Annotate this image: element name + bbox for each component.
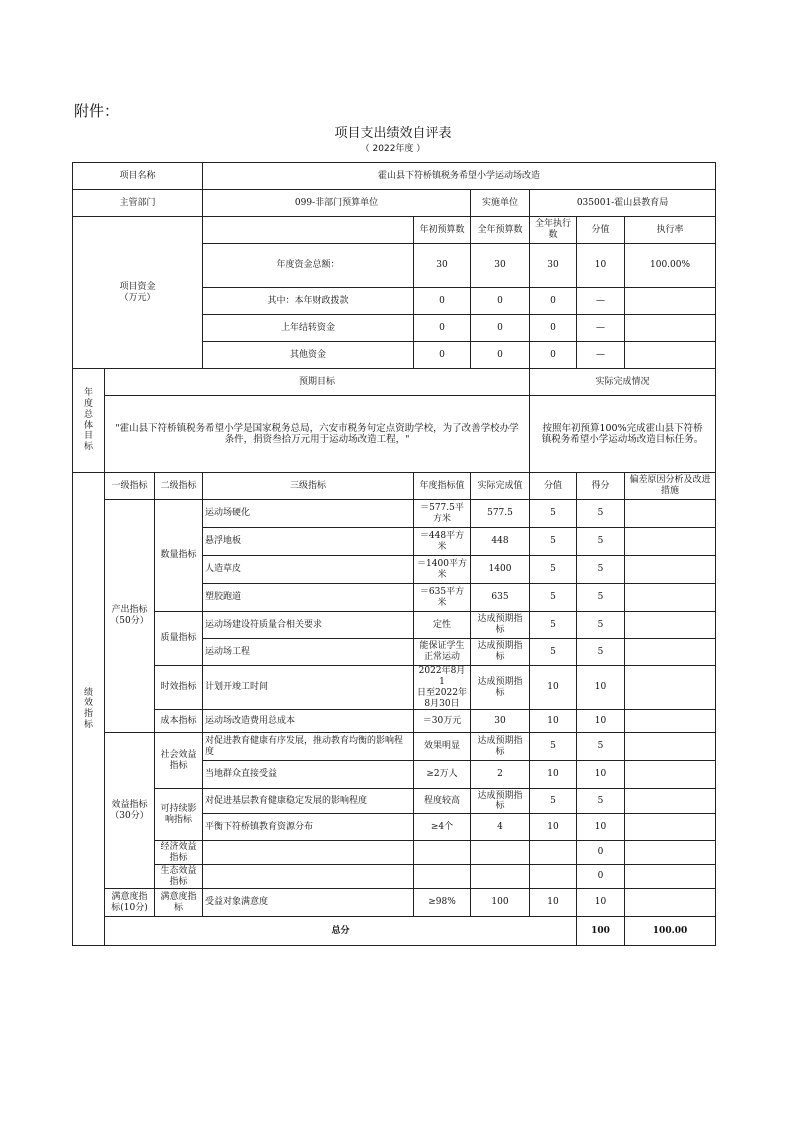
annual-target: ≥2万人: [414, 761, 471, 789]
perf-label: 绩 效 指 标: [73, 473, 105, 946]
score: 10: [577, 710, 625, 733]
l3-name: 对促进基层教育健康稳定发展的影响程度: [203, 789, 414, 814]
evaluation-table: [72, 162, 716, 946]
actual-value: 达成预期指 标: [471, 789, 530, 814]
l3-name: 运动场硬化: [203, 500, 414, 528]
actual-value: 2: [471, 761, 530, 789]
indicator-row: [73, 710, 716, 733]
score: 5: [577, 528, 625, 556]
weight: [530, 865, 577, 889]
l3-name: 人造草皮: [203, 556, 414, 584]
perf-header: 分值: [530, 473, 577, 500]
funds-row-name: 其他资金: [203, 342, 414, 369]
actual-value: 达成预期指 标: [471, 612, 530, 639]
score: 5: [577, 639, 625, 666]
l3-name: 受益对象满意度: [203, 889, 414, 917]
score: 5: [577, 584, 625, 612]
deviation-note: [625, 710, 716, 733]
weight: 10: [530, 666, 577, 710]
goals-label: 年 度 总 体 目 标: [73, 369, 105, 473]
perf-header: 年度指标值: [414, 473, 471, 500]
l3-name: 运动场工程: [203, 639, 414, 666]
score: 5: [577, 733, 625, 761]
funds-cell: [625, 342, 716, 369]
annual-target: ≥98%: [414, 889, 471, 917]
funds-cell: —: [577, 315, 625, 342]
funds-row-name: 年度资金总额：: [203, 244, 414, 288]
l1-output: 产出指标 （50分）: [105, 500, 155, 733]
funds-cell: 30: [414, 244, 471, 288]
weight: 10: [530, 710, 577, 733]
project-name-label: 项目名称: [73, 163, 203, 190]
funds-header: 全年执行数: [530, 217, 577, 244]
l2-quality: 质量指标: [155, 612, 203, 666]
perf-header: 得分: [577, 473, 625, 500]
expected-goal-label: 预期目标: [105, 369, 530, 396]
l2-quantity: 数量指标: [155, 500, 203, 612]
project-name-value: 霍山县下符桥镇税务希望小学运动场改造: [203, 163, 716, 190]
indicator-row: [73, 789, 716, 814]
actual-value: 448: [471, 528, 530, 556]
actual-value: [471, 865, 530, 889]
weight: 5: [530, 500, 577, 528]
indicator-row: [73, 733, 716, 761]
funds-cell: 0: [530, 288, 577, 315]
l2-economic: 经济效益 指标: [155, 841, 203, 865]
deviation-note: [625, 639, 716, 666]
weight: 5: [530, 612, 577, 639]
annual-target: 程度较高: [414, 789, 471, 814]
deviation-note: [625, 841, 716, 865]
funds-header: 年初预算数: [414, 217, 471, 244]
funds-cell: 0: [530, 315, 577, 342]
funds-cell: [625, 288, 716, 315]
funds-cell: 30: [471, 244, 530, 288]
funds-cell: [625, 315, 716, 342]
l2-social: 社会效益 指标: [155, 733, 203, 789]
score: 5: [577, 789, 625, 814]
annual-target: 效果明显: [414, 733, 471, 761]
funds-cell: 30: [530, 244, 577, 288]
funds-header-row: [73, 217, 716, 244]
perf-header: 二级指标: [155, 473, 203, 500]
total-row: [73, 917, 716, 946]
funds-cell: 0: [471, 315, 530, 342]
actual-value: 100: [471, 889, 530, 917]
actual-value: 达成预期指 标: [471, 733, 530, 761]
score: 5: [577, 556, 625, 584]
funds-header-empty: [203, 217, 414, 244]
actual-result-label: 实际完成情况: [530, 369, 716, 396]
goals-header-row: [73, 369, 716, 396]
annual-target: ＝30万元: [414, 710, 471, 733]
indicator-row: [73, 889, 716, 917]
indicator-row: [73, 865, 716, 889]
total-score: 100.00: [625, 917, 716, 946]
annual-target: ＝577.5平 方米: [414, 500, 471, 528]
annual-target: [414, 865, 471, 889]
funds-cell: 0: [414, 288, 471, 315]
perf-header: 实际完成值: [471, 473, 530, 500]
annual-target: 2022年8月1 日至2022年 8月30日: [414, 666, 471, 710]
deviation-note: [625, 814, 716, 841]
weight: 10: [530, 889, 577, 917]
l2-time: 时效指标: [155, 666, 203, 710]
indicator-row: [73, 612, 716, 639]
l3-name: 计划开竣工时间: [203, 666, 414, 710]
annual-target: 定性: [414, 612, 471, 639]
actual-value: 635: [471, 584, 530, 612]
perf-header: 一级指标: [105, 473, 155, 500]
impl-label: 实施单位: [471, 190, 530, 217]
evaluation-table-wrapper: [72, 162, 715, 939]
l2-satisfaction: 满意度指 标: [155, 889, 203, 917]
actual-result-text: 按照年初预算100%完成霍山县下符桥镇税务希望小学运动场改造目标任务。: [530, 396, 716, 473]
dept-label: 主管部门: [73, 190, 203, 217]
l3-name: [203, 841, 414, 865]
indicator-row: [73, 666, 716, 710]
score: 0: [577, 841, 625, 865]
l3-name: 平衡下符桥镇教育资源分布: [203, 814, 414, 841]
indicator-row: [73, 841, 716, 865]
indicator-row: [73, 500, 716, 528]
actual-value: 达成预期指 标: [471, 639, 530, 666]
deviation-note: [625, 865, 716, 889]
impl-value: 035001-霍山县教育局: [530, 190, 716, 217]
funds-cell: 100.00%: [625, 244, 716, 288]
l3-name: 对促进教育健康有序发展，推动教育均衡的影响程度: [203, 733, 414, 761]
dept-value: 099-非部门预算单位: [203, 190, 471, 217]
actual-value: 577.5: [471, 500, 530, 528]
form-year: （ 2022年度 ）: [360, 144, 426, 154]
funds-cell: 0: [414, 315, 471, 342]
score: 10: [577, 889, 625, 917]
total-weight: 100: [577, 917, 625, 946]
l3-name: 塑胶跑道: [203, 584, 414, 612]
l2-ecology: 生态效益 指标: [155, 865, 203, 889]
l3-name: 当地群众直接受益: [203, 761, 414, 789]
weight: [530, 841, 577, 865]
funds-cell: 10: [577, 244, 625, 288]
deviation-note: [625, 889, 716, 917]
annual-target: ＝635平方 米: [414, 584, 471, 612]
perf-header: 三级指标: [203, 473, 414, 500]
actual-value: 30: [471, 710, 530, 733]
weight: 5: [530, 584, 577, 612]
weight: 5: [530, 733, 577, 761]
department-row: [73, 190, 716, 217]
l3-name: 悬浮地板: [203, 528, 414, 556]
deviation-note: [625, 666, 716, 710]
annual-target: ＝448平方 米: [414, 528, 471, 556]
score: 10: [577, 666, 625, 710]
deviation-note: [625, 789, 716, 814]
l3-name: [203, 865, 414, 889]
weight: 5: [530, 528, 577, 556]
weight: 5: [530, 639, 577, 666]
l3-name: 运动场改造费用总成本: [203, 710, 414, 733]
funds-cell: 0: [471, 288, 530, 315]
score: 10: [577, 761, 625, 789]
goals-content-row: [73, 396, 716, 473]
funds-row-name: 上年结转资金: [203, 315, 414, 342]
annual-target: 能保证学生 正常运动: [414, 639, 471, 666]
l1-benefit: 效益指标 （30分）: [105, 733, 155, 889]
expected-goal-text: "霍山县下符桥镇税务希望小学是国家税务总局，六安市税务句定点资助学校，为了改善学校办学条件，捐资叁拾万元用于运动场改造工程，": [105, 396, 530, 473]
funds-row-name: 其中：本年财政拨款: [203, 288, 414, 315]
actual-value: 达成预期指 标: [471, 666, 530, 710]
project-name-row: [73, 163, 716, 190]
funds-cell: —: [577, 288, 625, 315]
l1-satisfaction: 满意度指 标(10分): [105, 889, 155, 917]
score: 10: [577, 814, 625, 841]
deviation-note: [625, 612, 716, 639]
perf-header-row: [73, 473, 716, 500]
l2-sustainable: 可持续影 响指标: [155, 789, 203, 841]
funds-label: 项目资金 （万元）: [73, 217, 203, 369]
annual-target: [414, 841, 471, 865]
deviation-note: [625, 761, 716, 789]
weight: 10: [530, 761, 577, 789]
funds-cell: 0: [414, 342, 471, 369]
score: 5: [577, 612, 625, 639]
weight: 10: [530, 814, 577, 841]
l2-cost: 成本指标: [155, 710, 203, 733]
annual-target: ＝1400平方 米: [414, 556, 471, 584]
form-title: 项目支出绩效自评表: [334, 126, 452, 141]
funds-cell: —: [577, 342, 625, 369]
attachment-label: 附件：: [74, 102, 120, 120]
weight: 5: [530, 789, 577, 814]
actual-value: 4: [471, 814, 530, 841]
deviation-note: [625, 733, 716, 761]
total-label: 总分: [105, 917, 577, 946]
perf-header: 偏差原因分析及改进措施: [625, 473, 716, 500]
annual-target: ≥4个: [414, 814, 471, 841]
funds-header: 分值: [577, 217, 625, 244]
l3-name: 运动场建设符质量合相关要求: [203, 612, 414, 639]
funds-header: 全年预算数: [471, 217, 530, 244]
funds-cell: 0: [471, 342, 530, 369]
deviation-note: [625, 528, 716, 556]
funds-cell: 0: [530, 342, 577, 369]
actual-value: 1400: [471, 556, 530, 584]
deviation-note: [625, 500, 716, 528]
funds-header: 执行率: [625, 217, 716, 244]
deviation-note: [625, 584, 716, 612]
score: 5: [577, 500, 625, 528]
score: 0: [577, 865, 625, 889]
deviation-note: [625, 556, 716, 584]
weight: 5: [530, 556, 577, 584]
actual-value: [471, 841, 530, 865]
